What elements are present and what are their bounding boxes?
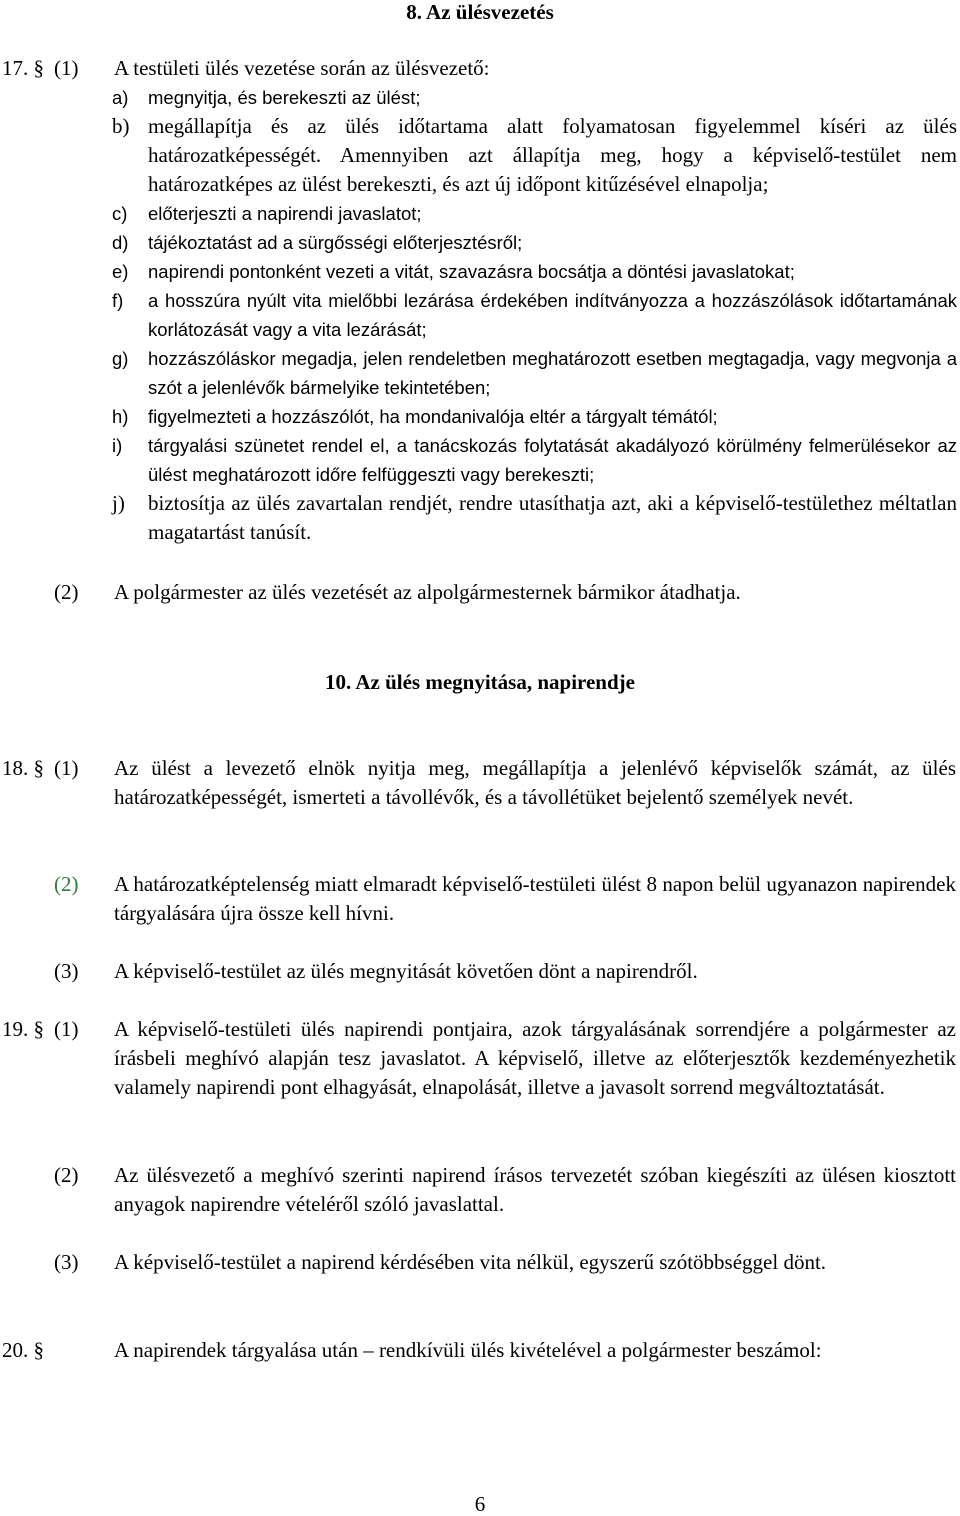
list-item-label: h) <box>112 406 129 427</box>
list-item-label: a) <box>112 87 129 108</box>
paragraph-number-18-3: (3) <box>54 959 79 983</box>
list-item-text: biztosítja az ülés zavartalan rendjét, rendre utasíthatja azt, aki a képviselő-testülethez méltatlan magatartást tanúsít. <box>148 491 957 544</box>
list-item-j <box>112 489 957 547</box>
list-item-text: megnyitja, és berekeszti az ülést; <box>148 87 421 108</box>
list-item-d <box>112 228 957 257</box>
section-number-17: 17. § <box>2 56 44 80</box>
list-item-text: figyelmezteti a hozzászólót, ha mondanivalója eltér a tárgyalt témától; <box>148 406 718 427</box>
section-number-20: 20. § <box>2 1338 44 1362</box>
paragraph-number-18-1: (1) <box>54 756 79 780</box>
paragraph-number-17-1: (1) <box>54 56 79 80</box>
section-heading-10: 10. Az ülés megnyitása, napirendje <box>325 670 635 694</box>
paragraph-18-1: Az ülést a levezető elnök nyitja meg, megállapítja a jelenlévő képviselők számát, az ülés határozatképességét, ismerteti a távollévők, és a távollétüket bejelentő személyek nevét. <box>114 756 956 809</box>
list-item-text: előterjeszti a napirendi javaslatot; <box>148 203 422 224</box>
page-number: 6 <box>474 1492 486 1516</box>
paragraph-19-3: A képviselő-testület a napirend kérdésében vita nélkül, egyszerű szótöbbséggel dönt. <box>114 1250 827 1274</box>
paragraph-19-1: A képviselő-testületi ülés napirendi pontjaira, azok tárgyalásának sorrendjére a polgármester az írásbeli meghívó alapján tesz javaslatot. A képviselő, illetve az előterjesztők kezdeményezhetik valamely napirendi pont elhagyását, elnapolását, illetve a javasolt sorrend megváltoztatását. <box>114 1017 956 1099</box>
list-item-label: c) <box>112 203 128 224</box>
paragraph-number-17-2: (2) <box>54 580 79 604</box>
list-item-h <box>112 402 957 431</box>
list-item-label: i) <box>112 435 123 456</box>
list-item-label: g) <box>112 348 129 369</box>
paragraph-17-2: A polgármester az ülés vezetését az alpolgármesternek bármikor átadhatja. <box>114 580 741 604</box>
paragraph-18-3: A képviselő-testület az ülés megnyitását követően dönt a napirendről. <box>114 959 698 983</box>
paragraph-19-2: Az ülésvezető a meghívó szerinti napirend írásos tervezetét szóban kiegészíti az ülésen kiosztott anyagok napirendre vételéről szóló javaslattal. <box>114 1163 956 1216</box>
list-item-g <box>112 344 957 402</box>
paragraph-number-18-2: (2) <box>54 872 79 896</box>
list-item-c <box>112 199 957 228</box>
list-item-text: hozzászóláskor megadja, jelen rendeletben meghatározott esetben megtagadja, vagy megvonja a szót a jelenlévők bármelyike tekintetében; <box>148 348 957 398</box>
paragraph-number-19-2: (2) <box>54 1163 79 1187</box>
section-number-19: 19. § <box>2 1017 44 1041</box>
list-item-b <box>112 112 957 199</box>
list-item-i <box>112 431 957 489</box>
list-item-label: f) <box>112 290 124 311</box>
list-item-label: j) <box>112 491 125 515</box>
section-number-18: 18. § <box>2 756 44 780</box>
list-item-text: megállapítja és az ülés időtartama alatt folyamatosan figyelemmel kíséri az ülés határozatképességét. Amennyiben azt állapítja meg, hogy a képviselő-testület nem határozatképes az ülést berekeszti, és azt új időpont kitűzésével elnapolja; <box>148 114 957 196</box>
list-item-text: tájékoztatást ad a sürgősségi előterjesztésről; <box>148 232 523 253</box>
paragraph-18-2: A határozatképtelenség miatt elmaradt képviselő-testületi ülést 8 napon belül ugyanazon napirendek tárgyalására újra össze kell hívni. <box>114 872 956 925</box>
paragraph-20: A napirendek tárgyalása után – rendkívüli ülés kivételével a polgármester beszámol: <box>114 1338 822 1362</box>
list-item-text: napirendi pontonként vezeti a vitát, szavazásra bocsátja a döntési javaslatokat; <box>148 261 795 282</box>
list-item-label: e) <box>112 261 129 282</box>
list-item-text: a hosszúra nyúlt vita mielőbbi lezárása érdekében indítványozza a hozzászólások időtartamának korlátozását vagy a vita lezárását; <box>148 290 957 340</box>
section-heading-8: 8. Az ülésvezetés <box>406 0 554 24</box>
list-item-text: tárgyalási szünetet rendel el, a tanácskozás folytatását akadályozó körülmény felmerülésekor az ülést meghatározott időre felfüggeszti vagy berekeszti; <box>148 435 957 485</box>
paragraph-number-19-3: (3) <box>54 1250 79 1274</box>
list-item-label: b) <box>112 114 130 138</box>
list-item-e <box>112 257 957 286</box>
paragraph-17-1-intro: A testületi ülés vezetése során az ülésvezető: <box>114 56 490 80</box>
list-item-label: d) <box>112 232 129 253</box>
list-item-a <box>112 83 957 112</box>
paragraph-number-19-1: (1) <box>54 1017 79 1041</box>
list-item-f <box>112 286 957 344</box>
